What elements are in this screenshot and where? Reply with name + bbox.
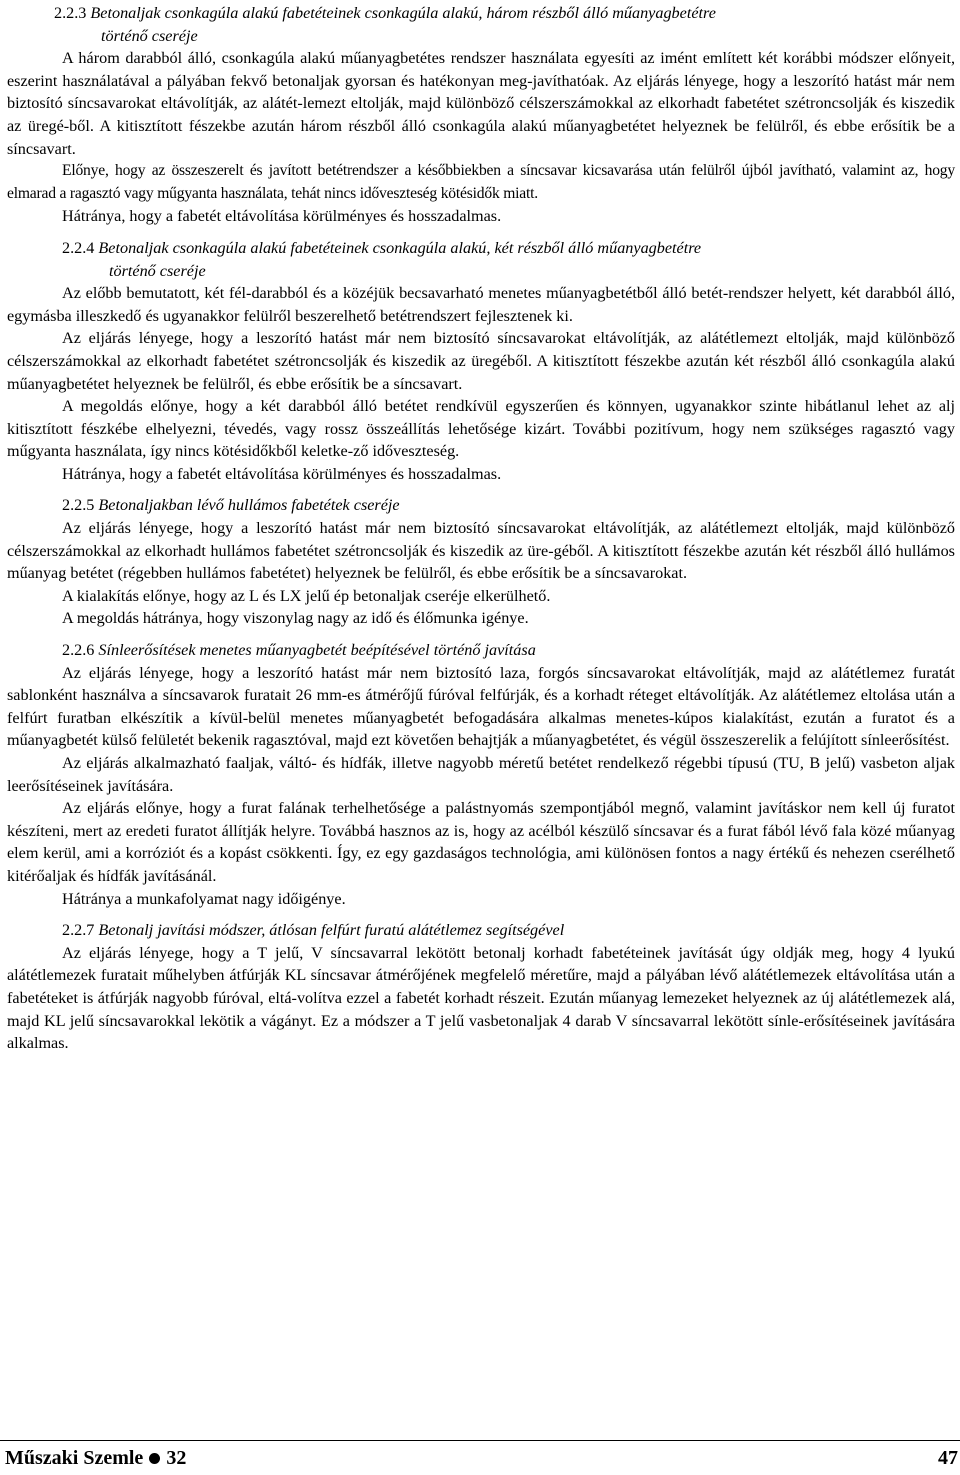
section-title: Betonaljak csonkagúla alakú fabetéteinek csonkagúla alakú, három részből álló műanyagbetétre xyxy=(90,4,716,22)
section-heading xyxy=(7,639,955,662)
section-2-2-4 xyxy=(7,237,955,486)
paragraph: A megoldás hátránya, hogy viszonylag nagy az idő és élőmunka igénye. xyxy=(62,609,529,628)
section-heading xyxy=(7,919,955,942)
paragraph: Hátránya a munkafolyamat nagy időigénye. xyxy=(62,889,346,908)
section-2-2-6 xyxy=(7,639,955,910)
paragraph: A három darabból álló, csonkagúla alakú műanyagbetétes rendszer használata egyesíti az imént említett két korábbi módszer előnyeit, eszerint használatával a pályában fekvő betonaljak gyorsan és hatékonyan meg-javíthatóak. Az eljárás lényege, hogy a leszorító hatást már nem biztosító síncsavarokat eltávolítják, az alátét-lemezt eltolják, majd különböző célszerszámokkal az elkorhadt fabetétet szétroncsolják és kiszedik az üregé-ből. A kitisztított fészekbe azután három részből álló csonkagúla alakú műanyagbetétet helyeznek be felülről, és ebbe erősítik be a síncsavart. xyxy=(7,49,955,158)
section-heading xyxy=(7,494,955,517)
section-2-2-3 xyxy=(7,2,955,228)
paragraph: Az eljárás lényege, hogy a leszorító hatást már nem biztosító síncsavarokat eltávolítják, az alátétlemezt eltolják, majd különböző célszerszámokkal az elkorhadt hullámos fabetétet szétroncsolják és kiszedik az üre-géből. A kitisztított fészekbe azután két részből álló hullámos műanyag betétet (régebben hullámos fabetétet) helyeznek be felülről, és ebbe erősítik be a síncsavarokat. xyxy=(7,519,955,583)
issue-number: 32 xyxy=(166,1447,187,1469)
page-footer xyxy=(0,1440,960,1475)
section-number: 2.2.4 xyxy=(62,238,95,257)
paragraph: Az eljárás alkalmazható faaljak, váltó- és hídfák, illetve nagyobb méretű betétet rendelkező régebbi típusú (TU, B jelű) vasbeton aljak leerősítéseinek javítására. xyxy=(7,754,955,795)
section-heading xyxy=(7,2,955,47)
section-number: 2.2.7 xyxy=(62,921,95,940)
section-2-2-7 xyxy=(7,919,955,1055)
paragraph: A megoldás előnye, hogy a két darabból álló betétet rendkívül egyszerűen és könnyen, ugyanakkor szinte hibátlanul lehet az alj kitisztított fészkébe elhelyezni, tévedés, vagy rossz összeállítás lehetősége kizárt. További pozitívum, hogy nem szükséges ragasztó vagy műgyanta használata, így nincs kötésidőkből keletke-ző időveszteség. xyxy=(7,397,955,461)
section-title: Betonaljakban lévő hullámos fabetétek cseréje xyxy=(98,496,400,515)
section-title-continued: történő cseréje xyxy=(101,26,198,45)
section-title: Sínleerősítések menetes műanyagbetét beépítésével történő javítása xyxy=(98,641,536,660)
paragraph: Az eljárás lényege, hogy a leszorító hatást már nem biztosító síncsavarokat eltávolítják, az alátétlemezt eltolják, majd különböző célszerszámokkal az elkorhadt fabetétet szétroncsolják és kiszedik az üregéből. A kitisztított fészekbe azután két részből álló csonkagúla alakú műanyagbetétet helyeznek be felülről, és ebbe erősítik be a síncsavart. xyxy=(7,329,955,393)
section-2-2-5 xyxy=(7,494,955,630)
page-number: 47 xyxy=(938,1447,958,1469)
paragraph: Hátránya, hogy a fabetét eltávolítása körülményes és hosszadalmas. xyxy=(62,207,502,226)
section-title: Betonalj javítási módszer, átlósan felfúrt furatú alátétlemez segítségével xyxy=(98,921,565,940)
journal-label xyxy=(5,1447,186,1470)
section-number: 2.2.3 xyxy=(54,4,87,22)
section-number: 2.2.5 xyxy=(62,496,95,515)
document-page xyxy=(7,0,955,1055)
paragraph: Hátránya, hogy a fabetét eltávolítása körülményes és hosszadalmas. xyxy=(62,464,502,483)
paragraph: A kialakítás előnye, hogy az L és LX jelű ép betonaljak cseréje elkerülhető. xyxy=(62,586,551,605)
section-number: 2.2.6 xyxy=(62,641,95,660)
paragraph: Az eljárás lényege, hogy a T jelű, V síncsavarral lekötött betonalj korhadt fabetéteinek javítását úgy oldják meg, hogy 4 lyukú alátétlemezek furatait műhelyben átfúrják KL síncsavar átmérőjének megfelelő méretűre, majd a pályában lévő alátétlemezek eltávolítása után a fabetéteket is átfúrják nagyobb fúróval, eltá-volítva ezzel a fabetét korhadt részeit. Ezután műanyag lemezeket helyeznek az új alátétlemezek alá, majd KL jelű síncsavarokkal lekötik a vágányt. Ez a módszer a T jelű vasbetonaljak 4 darab V síncsavarral lekötött sínle-erősítéseinek javítására alkalmas. xyxy=(7,943,955,1053)
paragraph: Az eljárás lényege, hogy a leszorító hatást már nem biztosító laza, forgós síncsavarokat eltávolítják, majd az alátétlemez furatát sablonként használva a síncsavarok furatait 26 mm-es átmérőjű fúróval felfúrják, és a korhadt réteget eltávolítják. Az alátétlemez eltolása után a felfúrt furatban elkészítik a kívül-belül menetes műanyagbetét befogadására alkalmas menetes-kúpos kialakítást, ezután a furatot és a műanyagbetét külső felületét bekenik ragasztóval, majd ezt követően behajtják a műanyagbetétet, és végül összeszerelik a felújított sínleerősítést. xyxy=(7,663,955,750)
bullet-icon xyxy=(149,1453,160,1464)
journal-name: Műszaki Szemle xyxy=(5,1447,144,1469)
paragraph: Előnye, hogy az összeszerelt és javított betétrendszer a későbbiekben a síncsavar kicsavarása után felülről újból javítható, valamint az, hogy elmarad a ragasztó vagy műgyanta használata, tehát nincs időveszteség kötésidők miatt. xyxy=(7,162,955,202)
paragraph: Az előbb bemutatott, két fél-darabból és a közéjük becsavarható menetes műanyagbetétből álló betét-rendszer helyett, két darabból álló, egymásba illeszkedő és ugyanakkor felülről beszerelhető betétrendszert fejlesztenek ki. xyxy=(7,284,955,325)
section-title-continued: történő cseréje xyxy=(109,261,206,280)
section-title: Betonaljak csonkagúla alakú fabetéteinek csonkagúla alakú, két részből álló műanyagbetétre xyxy=(98,238,702,257)
paragraph: Az eljárás előnye, hogy a furat falának terhelhetősége a palástnyomás szempontjából megnő, valamint javításkor nem kell új furatot készíteni, mert az eredeti furatot állítják helyre. Továbbá hasznos az is, hogy az acélból készülő síncsavar és a furat fából lévő fala közé műanyag elem kerül, ami a korróziót és a kopást csökkenti. Így, ez egy gazdaságos technológia, ami különösen fontos a nagy értékű és nehezen cserélhető kitérőaljak és hídfák javításánál. xyxy=(7,799,955,885)
section-heading xyxy=(7,237,955,282)
